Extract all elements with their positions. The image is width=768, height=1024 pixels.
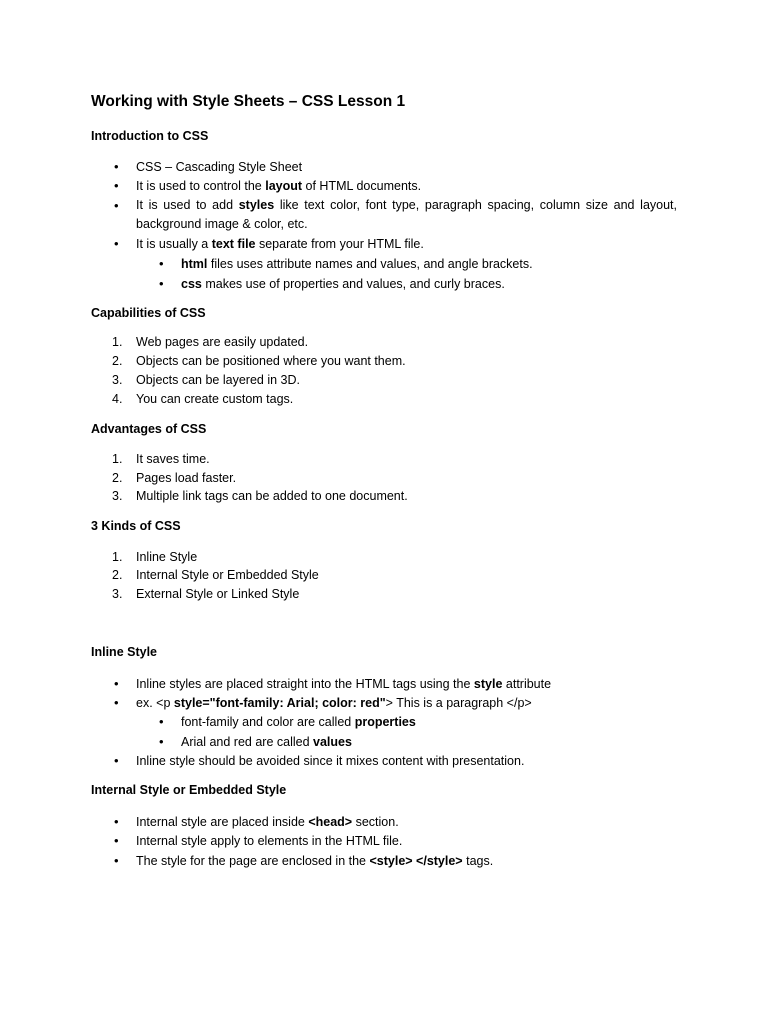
list-number: 1. [112, 550, 123, 564]
list-item: Inline styles are placed straight into the HTML tags using the style attribute [136, 677, 552, 691]
bullet-glyph: • [159, 256, 164, 271]
list-number: 1. [112, 452, 123, 466]
list-item: Multiple link tags can be added to one document. [136, 489, 408, 503]
section-heading-internal-style: Internal Style or Embedded Style [91, 783, 287, 797]
list-item: Inline style should be avoided since it mixes content with presentation. [136, 754, 525, 768]
bullet-glyph: • [114, 159, 119, 174]
list-number: 2. [112, 354, 123, 368]
bullet-glyph: • [114, 833, 119, 848]
section-heading-capabilities: Capabilities of CSS [91, 306, 206, 320]
bullet-glyph: • [159, 714, 164, 729]
section-heading-kinds: 3 Kinds of CSS [91, 519, 181, 533]
bullet-glyph: • [114, 814, 119, 829]
section-heading-inline-style: Inline Style [91, 645, 157, 659]
list-item: Internal style are placed inside <head> section. [136, 815, 399, 829]
list-number: 3. [112, 373, 123, 387]
list-number: 1. [112, 335, 123, 349]
list-number: 3. [112, 489, 123, 503]
sub-list-item: Arial and red are called values [181, 735, 352, 749]
list-item: It is used to control the layout of HTML documents. [136, 179, 422, 193]
list-item: Internal style apply to elements in the HTML file. [136, 834, 403, 848]
sub-list-item: css makes use of properties and values, and curly braces. [181, 277, 505, 291]
list-item: It is used to add styles like text color, font type, paragraph spacing, column size and layout, background image & color, etc. [136, 198, 677, 231]
page-title: Working with Style Sheets – CSS Lesson 1 [91, 93, 406, 110]
sub-list-item: html files uses attribute names and values, and angle brackets. [181, 257, 533, 271]
list-item: Inline Style [136, 550, 198, 564]
bullet-glyph: • [114, 853, 119, 868]
list-item: External Style or Linked Style [136, 587, 300, 601]
list-item: Internal Style or Embedded Style [136, 568, 319, 582]
list-item: CSS – Cascading Style Sheet [136, 160, 303, 174]
list-item: Objects can be positioned where you want them. [136, 354, 406, 368]
bullet-glyph: • [114, 236, 119, 251]
list-item: It is usually a text file separate from your HTML file. [136, 237, 424, 251]
bullet-glyph: • [114, 676, 119, 691]
list-number: 3. [112, 587, 123, 601]
sub-list-item: font-family and color are called properties [181, 715, 416, 729]
list-number: 4. [112, 392, 123, 406]
bullet-glyph: • [114, 198, 119, 213]
bullet-glyph: • [159, 276, 164, 291]
list-item: Pages load faster. [136, 471, 237, 485]
list-item: It saves time. [136, 452, 210, 466]
list-item: You can create custom tags. [136, 392, 294, 406]
list-item: The style for the page are enclosed in the <style> </style> tags. [136, 854, 494, 868]
section-heading-introduction: Introduction to CSS [91, 129, 209, 143]
bullet-glyph: • [114, 695, 119, 710]
bullet-glyph: • [159, 734, 164, 749]
list-number: 2. [112, 471, 123, 485]
bullet-glyph: • [114, 178, 119, 193]
list-item: Web pages are easily updated. [136, 335, 309, 349]
list-item: Objects can be layered in 3D. [136, 373, 300, 387]
section-heading-advantages: Advantages of CSS [91, 422, 207, 436]
list-number: 2. [112, 568, 123, 582]
list-item: ex. <p style="font-family: Arial; color: red"> This is a paragraph </p> [136, 696, 532, 710]
bullet-glyph: • [114, 753, 119, 768]
